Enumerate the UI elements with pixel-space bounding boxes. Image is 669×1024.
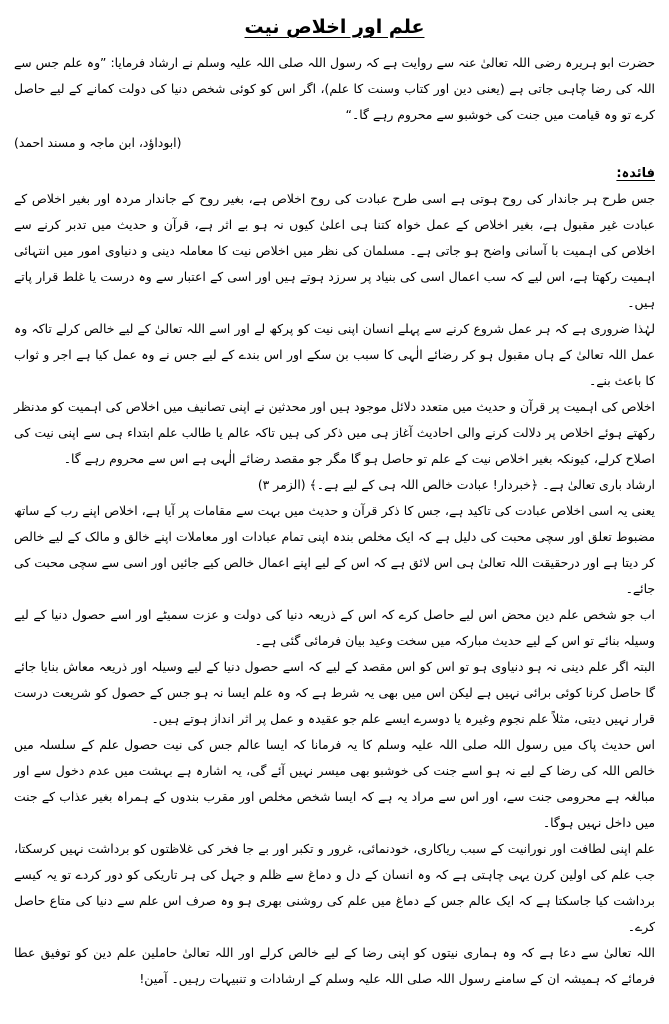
paragraph: علم اپنی لطافت اور نورانیت کے سبب ریاکاری، خودنمائی، غرور و تکبر اور بے جا فخر کی غلاظتوں کو برداشت نہیں کرسکتا، جب علم کی اولین کرن یہی چاہتی ہے کہ وہ انسان کے دل و دماغ سے ظلم و جہل کی ہر تاریکی کو دور کردے تو یہ کیسے برداشت کیا جاسکتا ہے کہ ایک عالم جس کے دماغ میں علم کی روشنی بھری ہو وہ صرف اس علم سے دنیا کی متاع حاصل کرے۔	[14, 841, 655, 934]
paragraph: یعنی یہ اسی اخلاص عبادت کی تاکید ہے، جس کا ذکر قرآن و حدیث میں بہت سے مقامات پر آیا ہے، اخلاص اپنے رب کے ساتھ مضبوط تعلق اور سچی محبت کی دلیل ہے کہ ایک مخلص بندہ اپنی تمام عبادات اور معاملات اپنے خالق و مالک کے لیے خالص کر دیتا ہے اور درحقیقت اللہ تعالیٰ ہی اس لائق ہے کہ اس کے لیے اپنے اعمال خالص کیے جائیں اور اسی سے سچی محبت کی جائے۔	[14, 503, 655, 596]
paragraph: اللہ تعالیٰ سے دعا ہے کہ وہ ہماری نیتوں کو اپنی رضا کے لیے خالص کرلے اور اللہ تعالیٰ حاملین علم دین کو توفیق عطا فرمائے کہ ہمیشہ ان کے سامنے رسول اللہ صلی اللہ علیہ وسلم کے ارشادات و تنبیہات رہیں۔ آمین!	[14, 945, 655, 986]
paragraph: اس حدیث پاک میں رسول اللہ صلی اللہ علیہ وسلم کا یہ فرمانا کہ ایسا عالم جس کی نیت حصول علم کے سلسلہ میں خالص اللہ کی رضا کے لیے نہ ہو اسے جنت کی خوشبو بھی میسر نہیں آئے گی، یہ اشارہ ہے بہشت میں عدم دخول سے اور مبالغہ ہے محرومی جنت سے، اور اس سے مراد یہ ہے کہ ایسا شخص مخلص اور مقرب بندوں کے ہمراہ بغیر عذاب کے جنت میں داخل نہیں ہوگا۔	[14, 737, 655, 830]
paragraph: جس طرح ہر جاندار کی روح ہوتی ہے اسی طرح عبادت کی روح اخلاص ہے، بغیر روح کے جاندار مردہ اور بغیر اخلاص کے عبادت غیر مقبول ہے، بغیر اخلاص کے عمل خواہ کتنا ہی اعلیٰ کیوں نہ ہو بے اثر ہے، قرآن و حدیث میں تدبر کرنے سے اخلاص کی اہمیت با آسانی واضح ہو جاتی ہے۔ مسلمان کی نظر میں اخلاص نیت کا معاملہ دینی و دنیاوی امور میں انتہائی اہمیت رکھتا ہے، اس لیے کہ سب اعمال اسی کی بنیاد پر سرزد ہوتے ہیں اور اسی کے اعتبار سے وہ درست یا غلط قرار پاتے ہیں۔	[14, 191, 655, 310]
paragraph: اب جو شخص علم دین محض اس لیے حاصل کرے کہ اس کے ذریعہ دنیا کی دولت و عزت سمیٹے اور اسے حصول دنیا کے لیے وسیلہ بنائے تو اس کے لیے حدیث مبارکہ میں سخت وعید بیان فرمائی گئی ہے۔	[14, 607, 655, 648]
paragraph: اخلاص کی اہمیت پر قرآن و حدیث میں متعدد دلائل موجود ہیں اور محدثین نے اپنی تصانیف میں اخلاص کی اہمیت کو مدنظر رکھتے ہوئے اخلاص پر دلالت کرنے والی احادیث آغاز ہی میں ذکر کی ہیں تاکہ عالم یا طالب علم ابتداء ہی سے اپنی نیت کی اصلاح کرلے، کیونکہ بغیر اخلاص نیت کے علم تو حاصل ہو گا مگر جو مقصد رضائے الٰہی ہے اس سے محروم رہے گا۔	[14, 399, 655, 466]
faida-heading: فائدہ:	[616, 166, 655, 181]
hadith-text: حضرت ابو ہریرہ رضی اللہ تعالیٰ عنہ سے روایت ہے کہ رسول اللہ صلی اللہ علیہ وسلم نے ارشاد فرمایا: ”وہ علم جس سے اللہ کی رضا چاہی جاتی ہے (یعنی دین اور کتاب وسنت کا علم)، اگر اس کو کوئی شخص دنیا کی دولت کمانے کے لیے حاصل کرے تو وہ قیامت میں جنت کی خوشبو سے محروم رہے گا۔“	[14, 55, 655, 122]
hadith-reference: (ابوداؤد، ابن ماجہ و مسند احمد)	[14, 135, 182, 150]
paragraph: لہٰذا ضروری ہے کہ ہر عمل شروع کرنے سے پہلے انسان اپنی نیت کو پرکھ لے اور اسے اللہ تعالیٰ کے لیے خالص کرلے تاکہ وہ عمل اللہ تعالیٰ کے ہاں مقبول ہو کر رضائے الٰہی کا سبب بن سکے اور اس بندے کے لیے جس نے وہ عمل کیا ہے اجر و ثواب کا باعث بنے۔	[14, 321, 655, 388]
paragraph: البتہ اگر علم دینی نہ ہو دنیاوی ہو تو اس کو اس مقصد کے لیے کہ اسے حصول دنیا کے لیے وسیلہ اور ذریعہ معاش بنایا جائے گا حاصل کرنا کوئی برائی نہیں ہے لیکن اس میں بھی یہ شرط ہے کہ وہ علم ایسا نہ ہو جس کے حصول کو شریعت درست قرار نہیں دیتی، مثلاً علم نجوم وغیرہ یا دوسرے ایسے علم جو عقیدہ و عمل پر اثر انداز ہوتے ہیں۔	[14, 659, 655, 726]
page-title: علم اور اخلاص نیت	[244, 16, 425, 38]
paragraph: ارشاد باری تعالیٰ ہے۔ ﴿خبردار! عبادت خالص اللہ ہی کے لیے ہے۔﴾ (الزمر ۳)	[257, 477, 655, 492]
